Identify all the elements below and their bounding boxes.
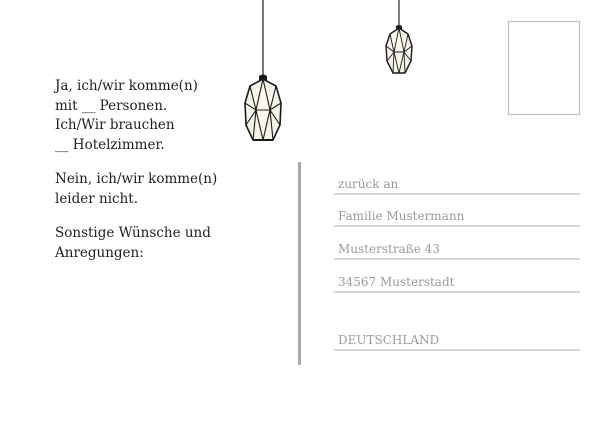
rsvp-yes-block [55,77,280,155]
address-line-name: Familie Mustermann [334,209,580,227]
address-line-street: Musterstraße 43 [334,242,580,260]
rsvp-no-line: leider nicht. [55,190,138,207]
rsvp-no-block [55,170,280,209]
postcard-divider [298,162,301,365]
pendant-lamp-small-icon [380,0,418,80]
address-line-country: DEUTSCHLAND [334,333,580,351]
rsvp-wishes-line: Anregungen: [55,244,144,261]
rsvp-yes-line: mit __ Personen. [55,97,168,114]
rsvp-wishes-line: Sonstige Wünsche und [55,225,211,241]
rsvp-yes-line: Ja, ich/wir komme(n) [55,78,198,94]
rsvp-text [55,77,280,278]
rsvp-yes-line: __ Hotelzimmer. [55,136,165,153]
address-line-return: zurück an [334,177,580,195]
rsvp-no-line: Nein, ich/wir komme(n) [55,171,218,187]
address-line-city: 34567 Musterstadt [334,275,580,293]
rsvp-yes-line: Ich/Wir brauchen [55,117,175,133]
rsvp-wishes-block [55,224,280,263]
stamp-box [508,21,580,115]
